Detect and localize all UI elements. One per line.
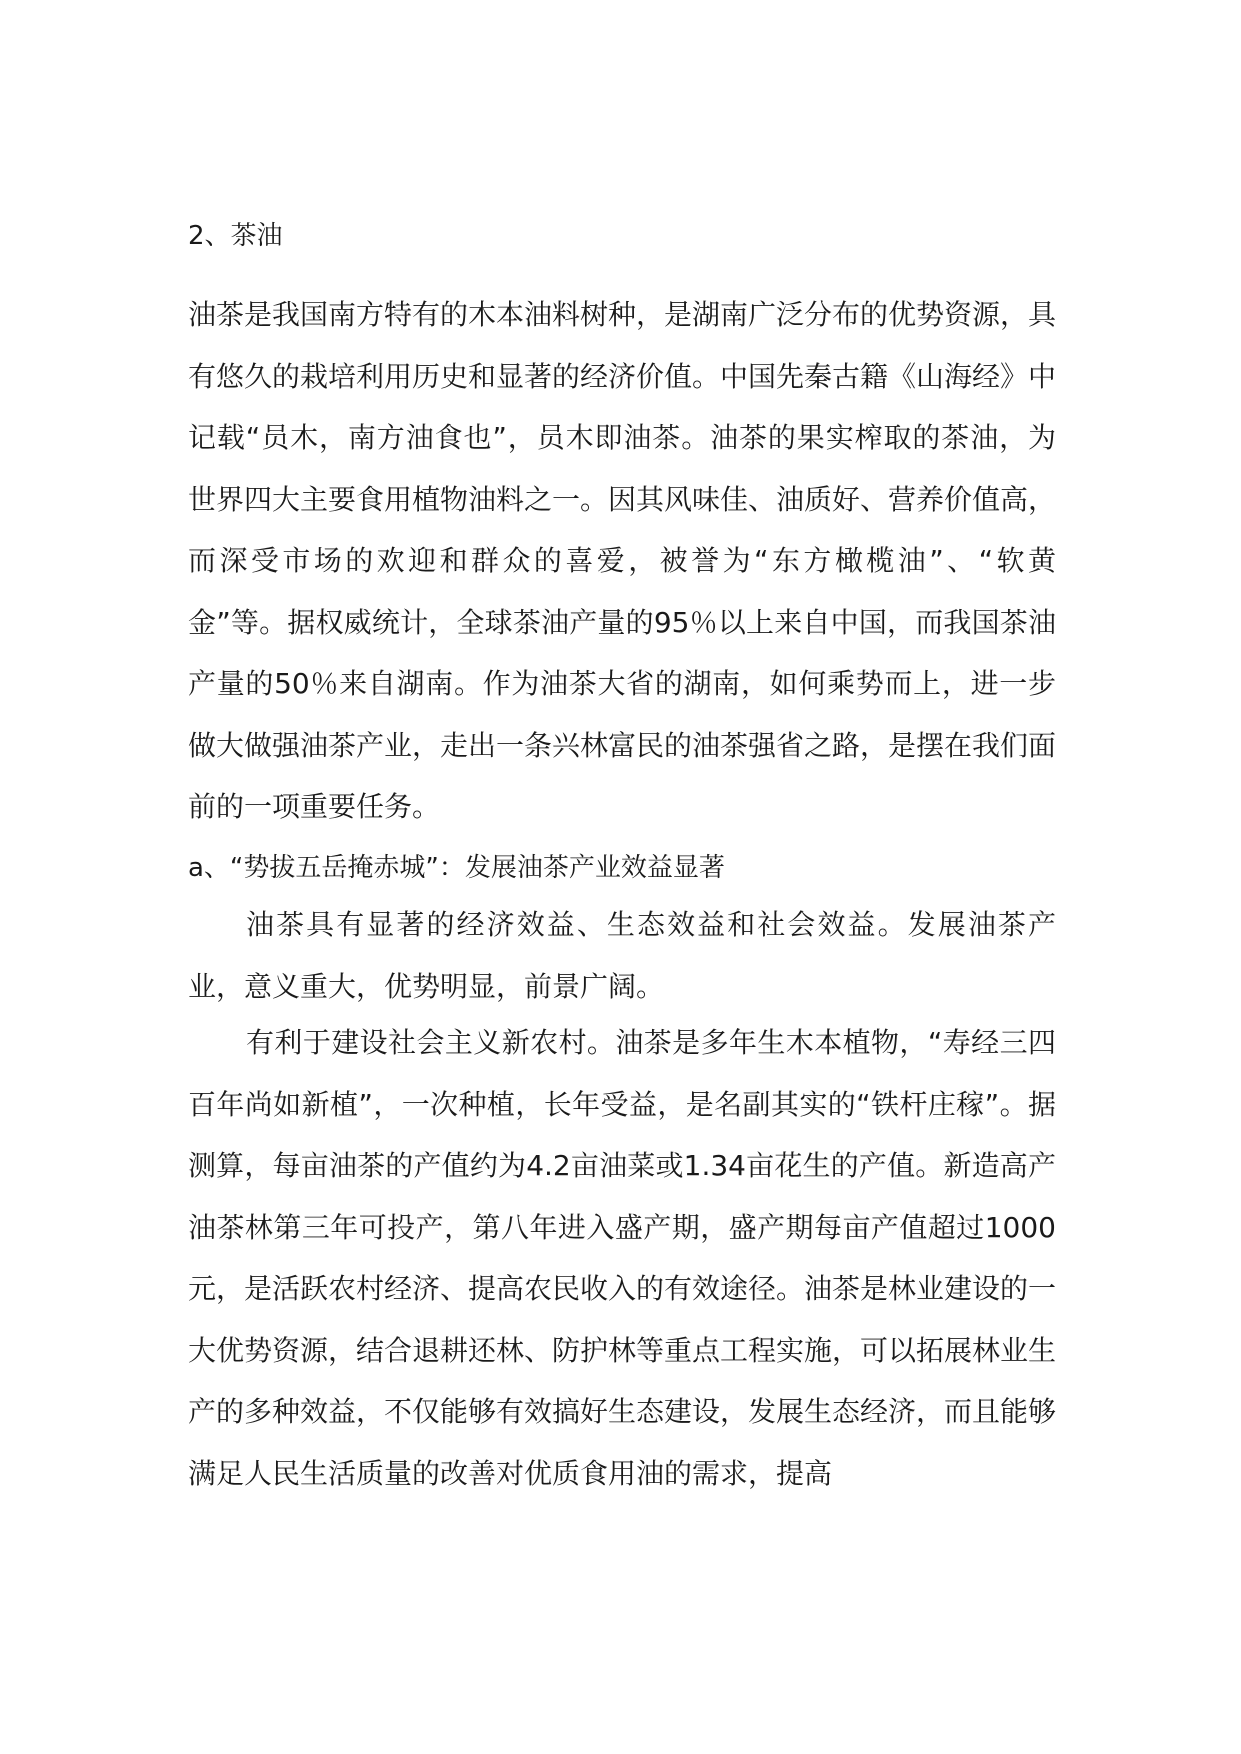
paragraph-new-countryside: 有利于建设社会主义新农村。油茶是多年生木本植物，“寿经三四百年尚如新植”，一次种植，长年受益，是名副其实的“铁杆庄稼”。据测算，每亩油茶的产值约为4.2亩油菜或1.34亩花生的产值。新造高产油茶林第三年可投产，第八年进入盛产期，盛产期每亩产值超过1000元，是活跃农村经济、提高农民收入的有效途径。油茶是林业建设的一大优势资源，结合退耕还林、防护林等重点工程实施，可以拓展林业生产的多种效益，不仅能够有效搞好生态建设，发展生态经济，而且能够满足人民生活质量的改善对优质食用油的需求，提高 bbox=[188, 1026, 1057, 1490]
document-body bbox=[188, 223, 1056, 1504]
paragraph-benefits: 油茶具有显著的经济效益、生态效益和社会效益。发展油茶产业，意义重大，优势明显，前景广阔。 bbox=[188, 908, 1056, 1003]
section-heading: 2、茶油 bbox=[188, 221, 283, 251]
paragraph-intro: 油茶是我国南方特有的木本油料树种，是湖南广泛分布的优势资源，具有悠久的栽培利用历史和显著的经济价值。中国先秦古籍《山海经》中记载“员木，南方油食也”，员木即油茶。油茶的果实榨取的茶油，为世界四大主要食用植物油料之一。因其风味佳、油质好、营养价值高，而深受市场的欢迎和群众的喜爱，被誉为“东方橄榄油”、“软黄金”等。据权威统计，全球茶油产量的95％以上来自中国，而我国茶油产量的50％来自湖南。作为油茶大省的湖南，如何乘势而上，进一步做大做强油茶产业，走出一条兴林富民的油茶强省之路，是摆在我们面前的一项重要任务。 bbox=[188, 298, 1057, 823]
subheading-a: a、“势拔五岳掩赤城”：发展油茶产业效益显著 bbox=[188, 852, 725, 883]
